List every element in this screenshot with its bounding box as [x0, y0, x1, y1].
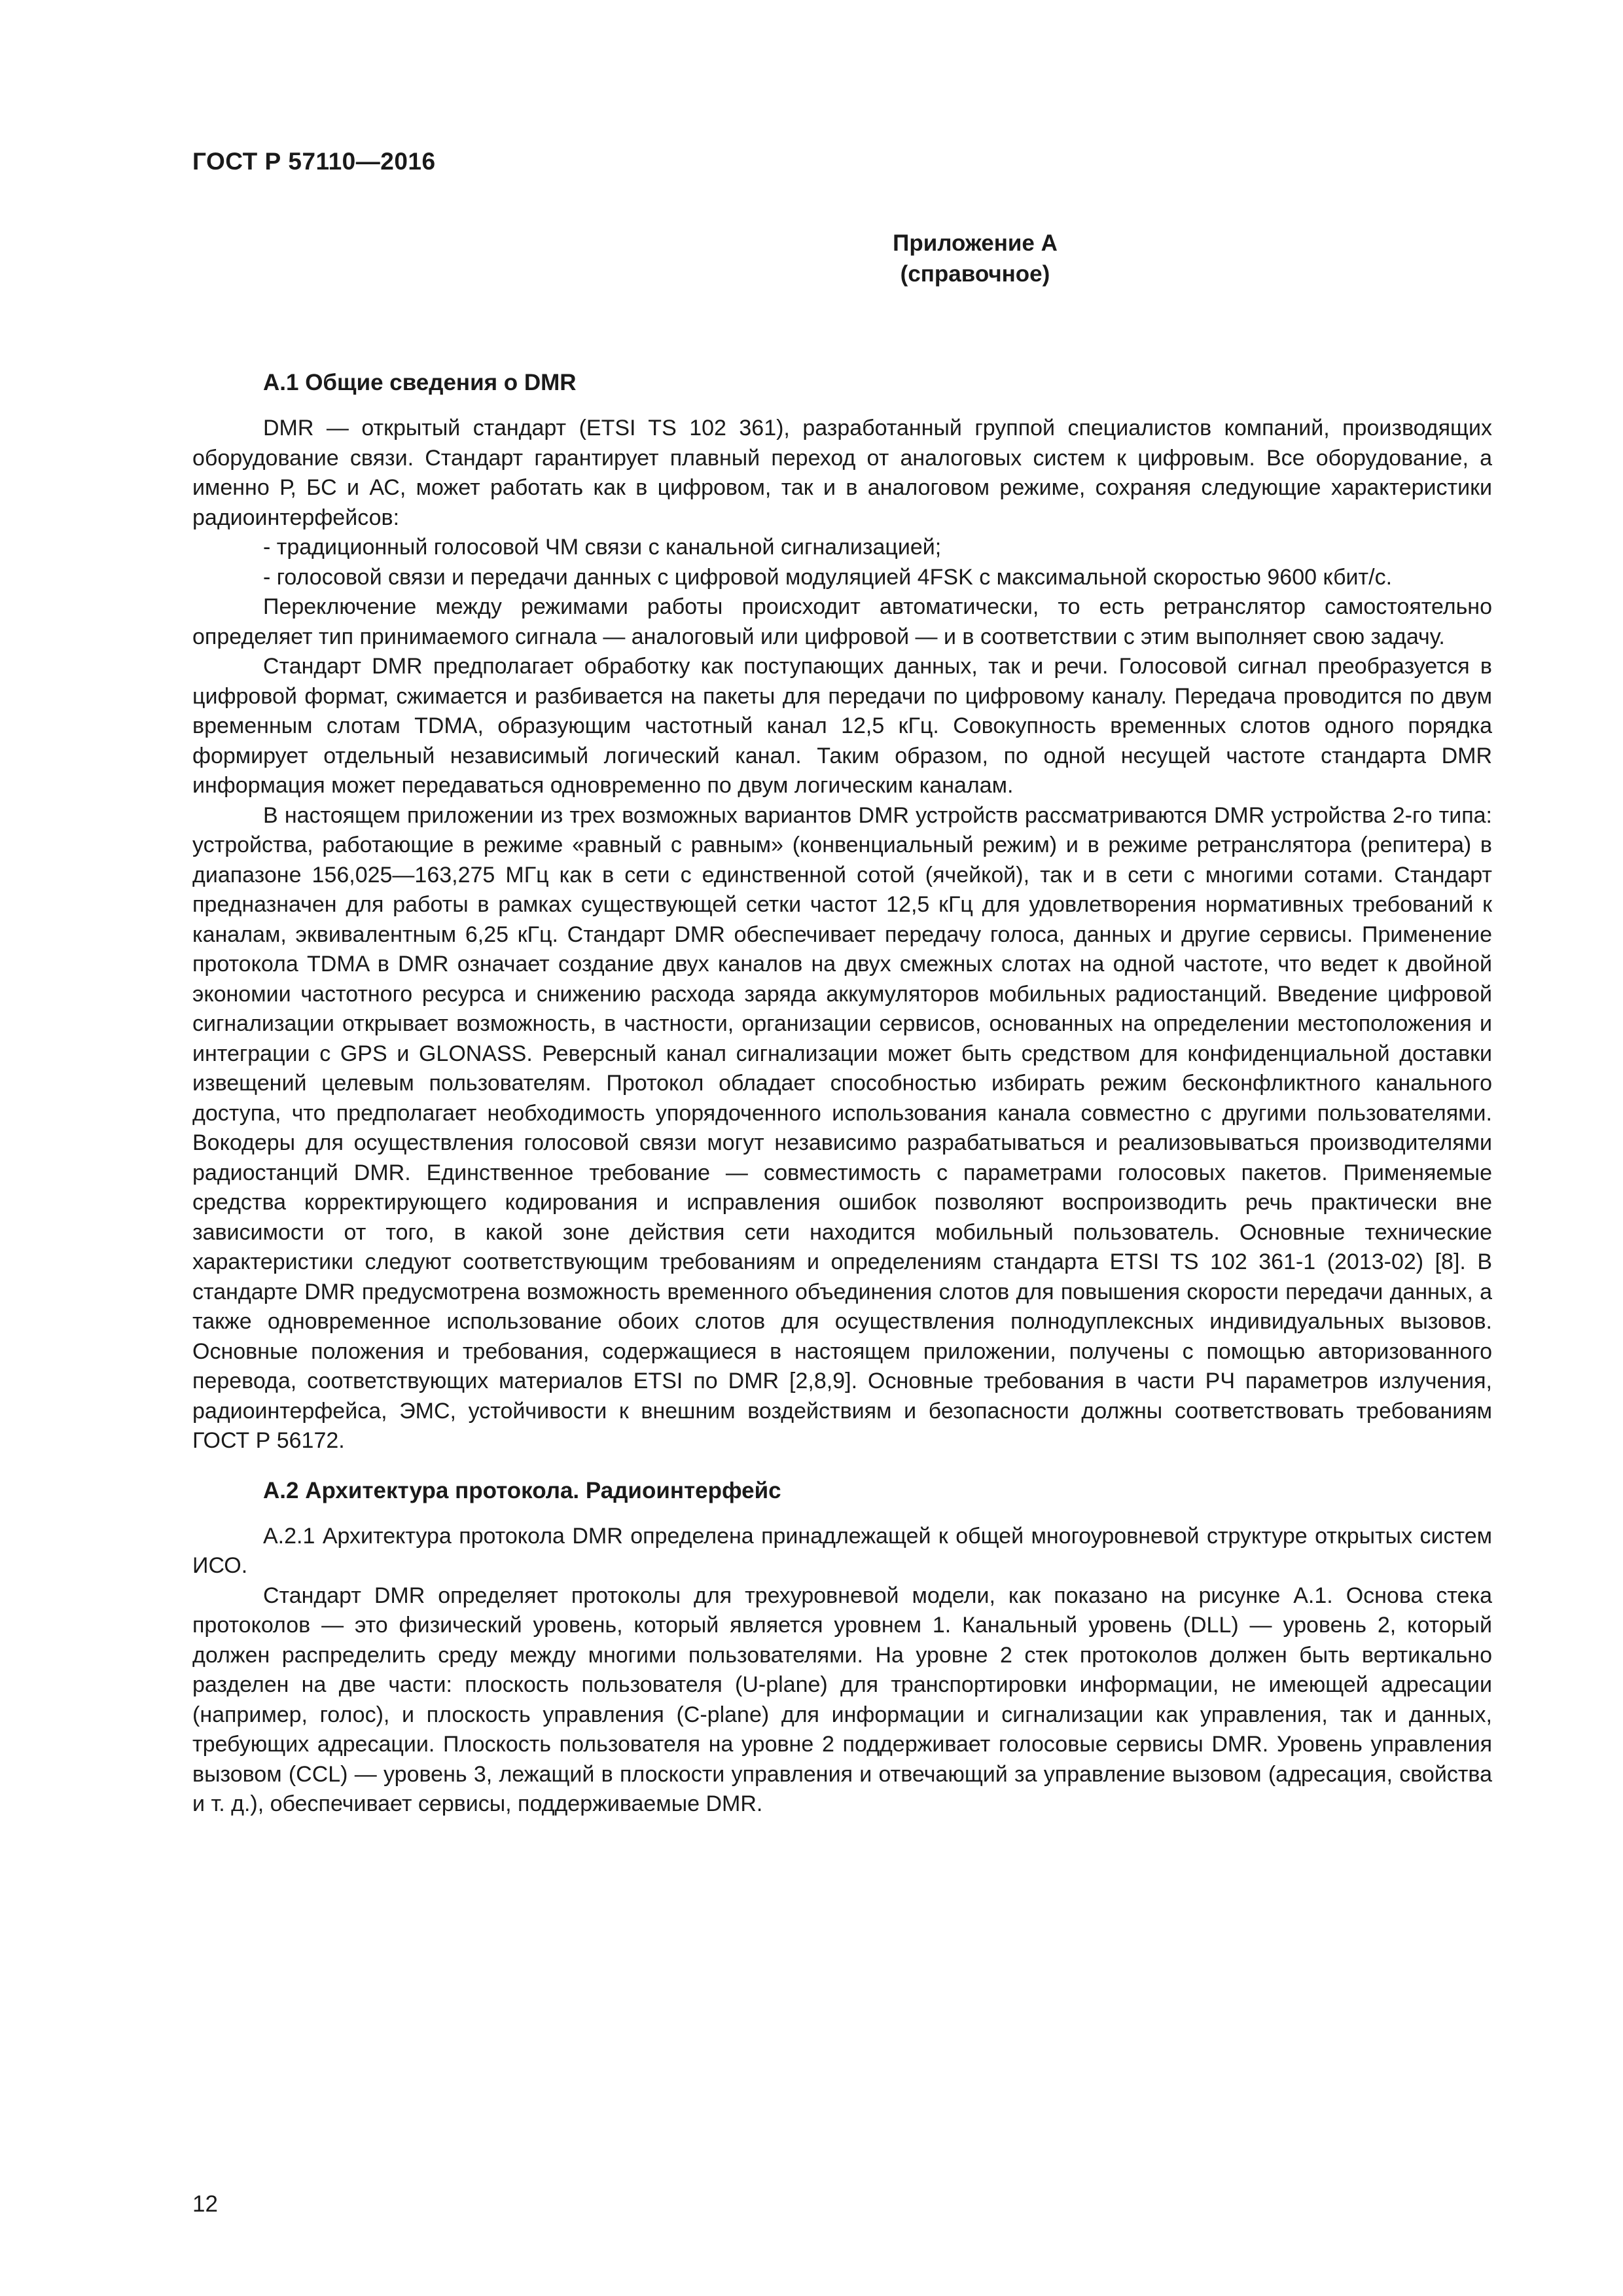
appendix-subtitle: (справочное) — [900, 261, 1050, 287]
list-item: - голосовой связи и передачи данных с цифровой модуляцией 4FSK с максимальной скоростью 9600 кбит/с. — [263, 564, 1393, 590]
document-body — [192, 367, 1492, 1820]
paragraph: Стандарт DMR предполагает обработку как поступающих данных, так и речи. Голосовой сигнал преобразуется в цифровой формат, сжимается и разбивается на пакеты для передачи по цифровому каналу. Передача проводится по двум временным слотам TDMA, образующим частотный канал 12,5 кГц. Совокупность временных слотов одного порядка формирует отдельный независимый логический канал. Таким образом, по одной несущей частоте стандарта DMR информация может передаваться одновременно по двум логическим каналам. — [192, 654, 1492, 798]
appendix-title-block — [0, 228, 1623, 289]
paragraph: А.2.1 Архитектура протокола DMR определена принадлежащей к общей многоуровневой структуре открытых систем ИСО. — [192, 1523, 1492, 1578]
section-2-heading: А.2 Архитектура протокола. Радиоинтерфейс — [263, 1477, 781, 1503]
section-1-heading: А.1 Общие сведения о DMR — [263, 370, 577, 395]
appendix-title: Приложение А — [893, 230, 1058, 256]
paragraph: Стандарт DMR определяет протоколы для трехуровневой модели, как показано на рисунке А.1. Основа стека протоколов — это физический уровень, который является уровнем 1. Канальный уровень (DLL) — уровень 2, который должен распределить среду между многими пользователями. На уровне 2 стек протоколов должен быть вертикально разделен на две части: плоскость пользователя (U-plane) для транспортировки информации, не имеющей адресации (например, голос), и плоскость управления (C-plane) для информации и сигнализации как управления, так и данных, требующих адресации. Плоскость пользователя на уровне 2 поддерживает голосовые сервисы DMR. Уровень управления вызовом (CCL) — уровень 3, лежащий в плоскости управления и отвечающий за управление вызовом (адресация, свойства и т. д.), обеспечивает сервисы, поддерживаемые DMR. — [192, 1583, 1492, 1816]
page-number: 12 — [192, 2191, 218, 2217]
paragraph: DMR — открытый стандарт (ETSI TS 102 361), разработанный группой специалистов компаний, производящих оборудование связи. Стандарт гарантирует плавный переход от аналоговых систем к цифровым. Все оборудование, а именно Р, БС и АС, может работать как в цифровом, так и в аналоговом режиме, сохраняя следующие характеристики радиоинтерфейсов: — [192, 416, 1492, 530]
list-item: - традиционный голосовой ЧМ связи с канальной сигнализацией; — [263, 535, 942, 560]
paragraph: В настоящем приложении из трех возможных вариантов DMR устройств рассматриваются DMR устройства 2-го типа: устройства, работающие в режиме «равный с равным» (конвенциальный режим) и в режиме ретранслятора (репитера) в диапазоне 156,025—163,275 МГц как в сети с единственной сотой (ячейкой), так и в сети с многими сотами. Стандарт предназначен для работы в рамках существующей сетки частот 12,5 кГц для удовлетворения нормативных требований к каналам, эквивалентным 6,25 кГц. Стандарт DMR обеспечивает передачу голоса, данных и другие сервисы. Применение протокола TDMA в DMR означает создание двух каналов на двух смежных слотах на одной частоте, что ведет к двойной экономии частотного ресурса и снижению расхода заряда аккумуляторов мобильных радиостанций. Введение цифровой сигнализации открывает возможность, в частности, организации сервисов, основанных на определении местоположения и интеграции с GPS и GLONASS. Реверсный канал сигнализации может быть средством для конфиденциальной доставки извещений целевым пользователям. Протокол обладает способностью избирать режим бесконфликтного канального доступа, что предполагает необходимость упорядоченного использования канала совместно с другими пользователями. Вокодеры для осуществления голосовой связи могут независимо разрабатываться и реализовываться производителями радиостанций DMR. Единственное требование — совместимость с параметрами голосовых пакетов. Применяемые средства корректирующего кодирования и исправления ошибок позволяют воспроизводить речь практически вне зависимости от того, в какой зоне действия сети находится мобильный пользователь. Основные технические характеристики следуют соответствующим требованиям и определениям стандарта ETSI TS 102 361-1 (2013-02) [8]. В стандарте DMR предусмотрена возможность временного объединения слотов для повышения скорости передачи данных, а также одновременное использование обоих слотов для осуществления полнодуплексных индивидуальных вызовов. Основные положения и требования, содержащиеся в настоящем приложении, получены с помощью авторизованного перевода, соответствующих материалов ETSI по DMR [2,8,9]. Основные требования в части РЧ параметров излучения, радиоинтерфейса, ЭМС, устойчивости к внешним воздействиям и безопасности должны соответствовать требованиям ГОСТ Р 56172. — [192, 802, 1492, 1453]
document-header: ГОСТ Р 57110—2016 — [192, 148, 436, 175]
paragraph: Переключение между режимами работы происходит автоматически, то есть ретранслятор самостоятельно определяет тип принимаемого сигнала — аналоговый или цифровой — и в соответствии с этим выполняет свою задачу. — [192, 594, 1492, 649]
